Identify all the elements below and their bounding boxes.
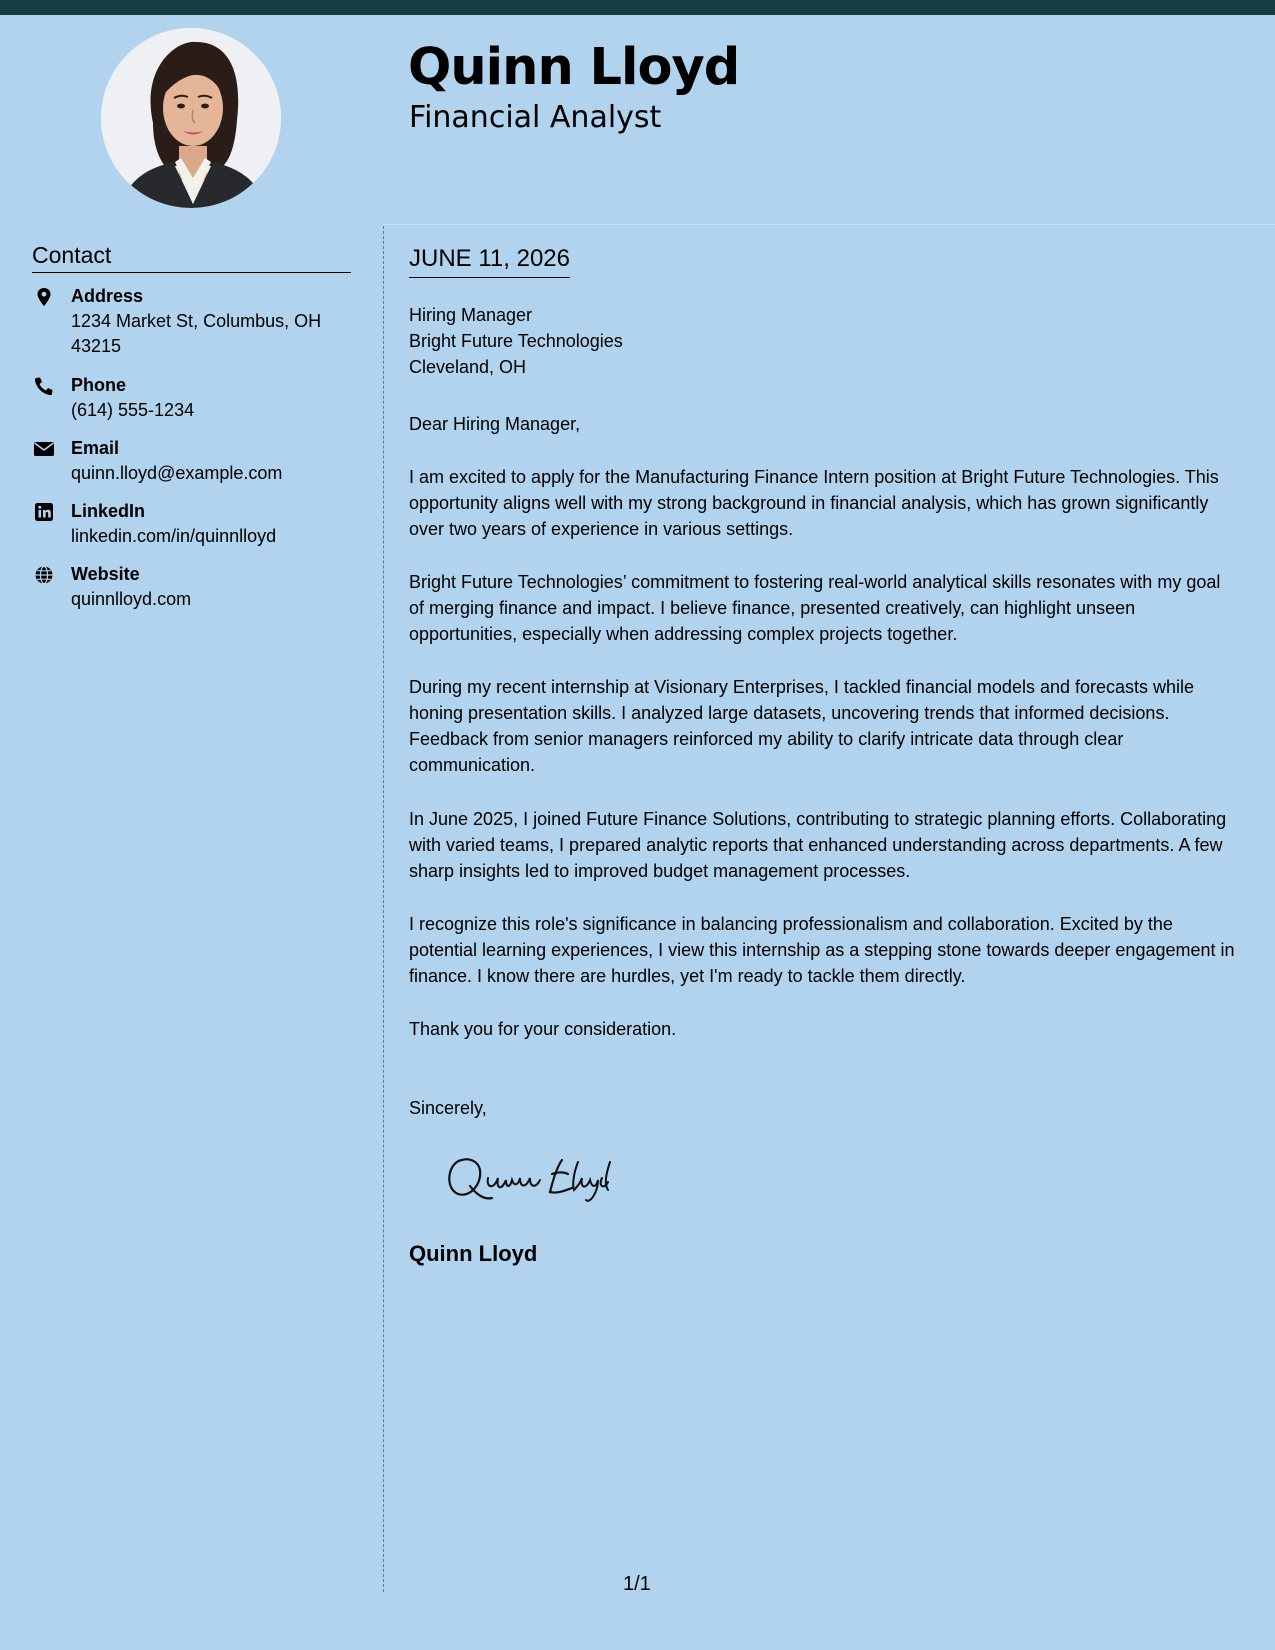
recipient-company: Bright Future Technologies [409, 331, 623, 351]
phone-value: (614) 555-1234 [71, 400, 195, 420]
job-title: Financial Analyst [409, 100, 662, 135]
top-accent-bar [0, 0, 1275, 15]
salutation: Dear Hiring Manager, [409, 414, 581, 434]
globe-icon [32, 565, 56, 585]
letter-date: JUNE 11, 2026 [409, 244, 570, 278]
linkedin-icon [32, 502, 56, 522]
website-label: Website [71, 564, 140, 584]
recipient-name: Hiring Manager [409, 305, 533, 325]
letter-paragraph: Bright Future Technologies’ commitment to fostering real-world analytical skills resonates with my goal of merging finance and impact. I believe finance, presented creatively, can highlight unseen opportunities, especially when addressing complex projects together. [409, 572, 1221, 644]
column-divider [383, 226, 384, 1592]
letter-paragraph: I recognize this role's significance in balancing professionalism and collaboration. Excited by the potential learning experiences, I view this internship as a stepping stone towards deeper engagement in finance. I know there are hurdles, yet I'm ready to tackle them directly. [409, 914, 1235, 986]
applicant-name: Quinn Lloyd [408, 38, 740, 97]
header-divider [383, 224, 1275, 225]
page-number: 1/1 [623, 1573, 651, 1595]
letter-paragraph: I am excited to apply for the Manufacturing Finance Intern position at Bright Future Technologies. This opportunity aligns well with my strong background in financial analysis, which has grown significantly over two years of experience in various settings. [409, 467, 1219, 539]
letter-paragraph: In June 2025, I joined Future Finance Solutions, contributing to strategic planning efforts. Collaborating with varied teams, I prepared analytic reports that enhanced understanding across departments. A few sharp insights led to improved budget management processes. [409, 809, 1227, 881]
letter-paragraph: During my recent internship at Visionary Enterprises, I tackled financial models and forecasts while honing presentation skills. I analyzed large datasets, uncovering trends that informed decisions. Feedback from senior managers reinforced my ability to clarify intricate data through clear communication. [409, 677, 1195, 775]
address-value: 1234 Market St, Columbus, OH 43215 [71, 311, 322, 356]
envelope-icon [32, 439, 56, 459]
signer-name: Quinn Lloyd [409, 1241, 538, 1266]
thank-you-line: Thank you for your consideration. [409, 1019, 677, 1039]
email-label: Email [71, 438, 120, 458]
phone-label: Phone [71, 375, 127, 395]
recipient-location: Cleveland, OH [409, 357, 527, 377]
email-value[interactable]: quinn.lloyd@example.com [71, 463, 283, 483]
address-label: Address [71, 286, 144, 306]
handwritten-signature [440, 1148, 640, 1208]
linkedin-label: LinkedIn [71, 501, 146, 521]
profile-photo [101, 28, 281, 208]
phone-icon [32, 376, 56, 396]
map-pin-icon [32, 287, 56, 307]
recipient-block [409, 302, 623, 380]
contact-heading: Contact [32, 241, 351, 273]
website-value[interactable]: quinnlloyd.com [71, 589, 192, 609]
closing: Sincerely, [409, 1098, 487, 1118]
linkedin-value[interactable]: linkedin.com/in/quinnlloyd [71, 526, 277, 546]
